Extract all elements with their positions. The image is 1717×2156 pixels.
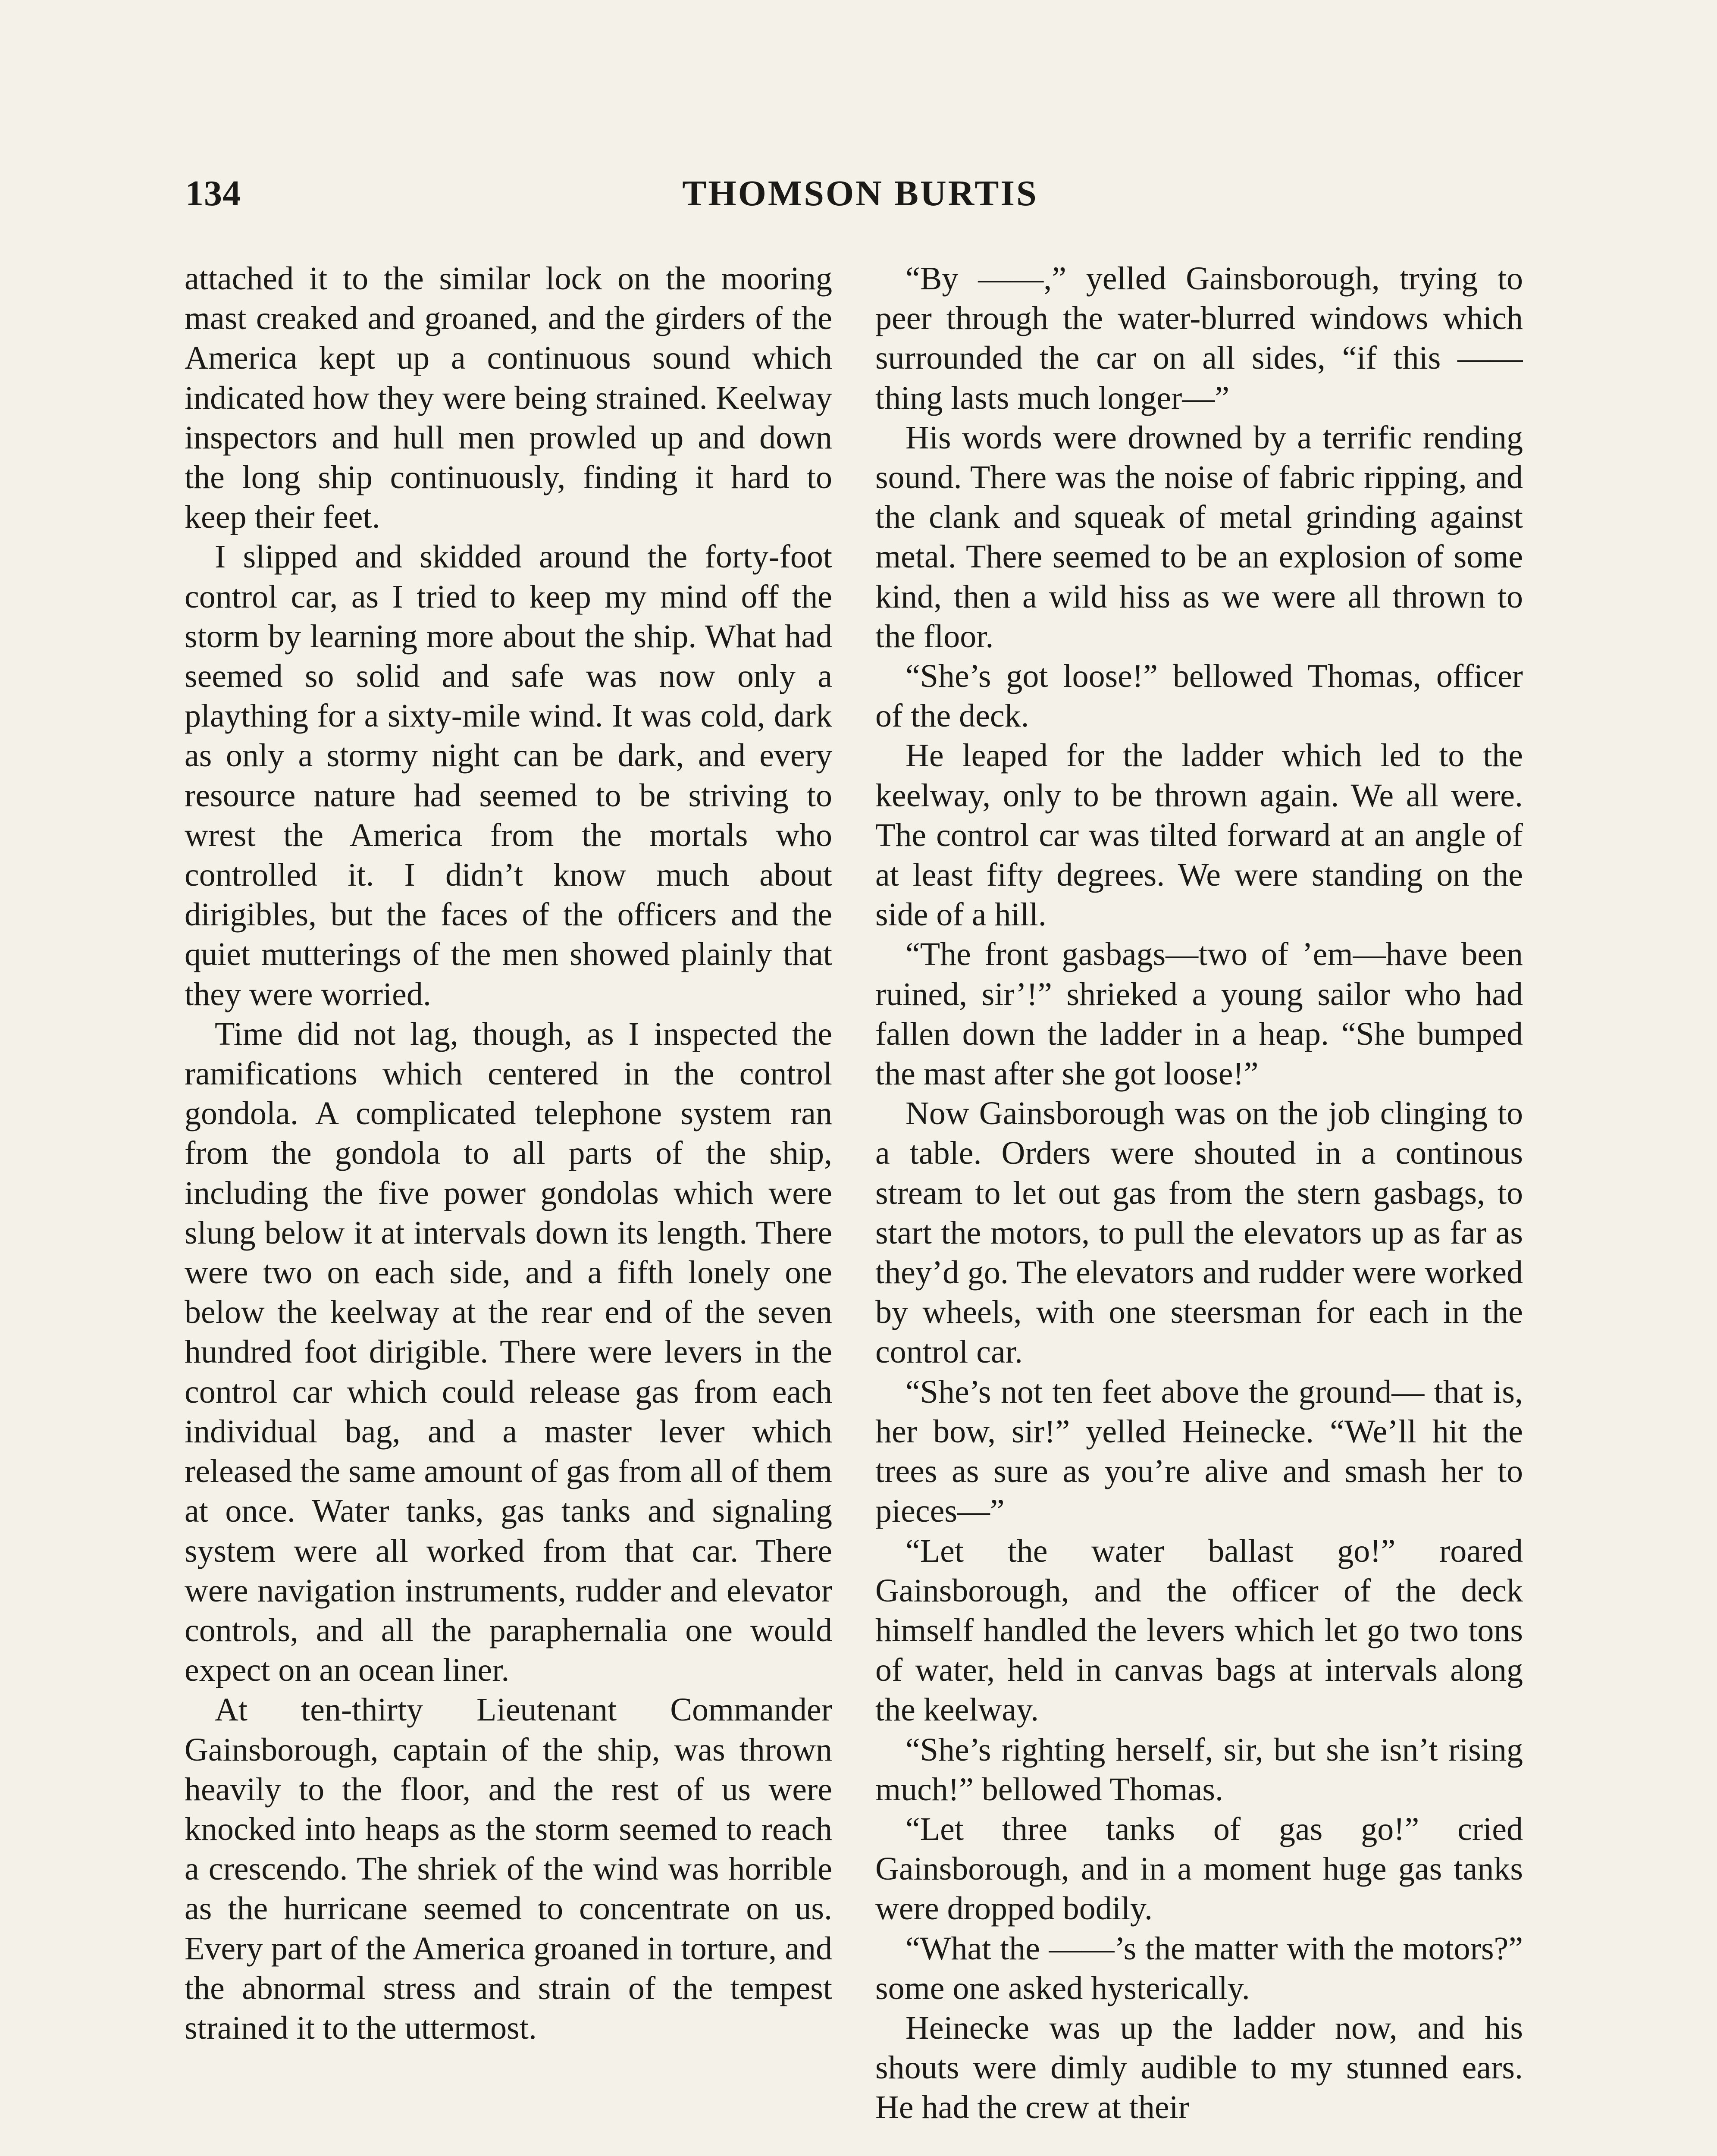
left-column xyxy=(185,259,832,2156)
paragraph: I slipped and skidded around the forty-foot control car, as I tried to keep my mind off the storm by learning more about the ship. What had seemed so solid and safe was now only a plaything for a sixty-mile wind. It was cold, dark as only a stormy night can be dark, and every resource nature had seemed to be striving to wrest the America from the mortals who controlled it. I didn’t know much about dirigibles, but the faces of the officers and the quiet mutterings of the men showed plainly that they were worried. xyxy=(185,539,832,1012)
paragraph: Heinecke was up the ladder now, and his shouts were dimly audible to my stunned ears. He had the crew at their xyxy=(875,2009,1523,2126)
page-header xyxy=(185,172,1535,233)
paragraph: “She’s got loose!” bellowed Thomas, officer of the deck. xyxy=(875,658,1523,734)
right-column xyxy=(875,259,1523,2156)
running-head: THOMSON BURTIS xyxy=(682,173,1038,213)
paragraph: At ten-thirty Lieutenant Commander Gainsborough, captain of the ship, was thrown heavily to the floor, and the rest of us were knocked into heaps as the storm seemed to reach a crescendo. The shriek of the wind was horrible as the hurricane seemed to concentrate on us. Every part of the America groaned in torture, and the abnormal stress and strain of the tempest strained it to the uttermost. xyxy=(185,1692,832,2046)
paragraph: Now Gainsborough was on the job clinging to a table. Orders were shouted in a continous stream to let out gas from the stern gasbags, to start the motors, to pull the elevators up as far as they’d go. The elevators and rudder were worked by wheels, with one steersman for each in the control car. xyxy=(875,1095,1523,1370)
paragraph: “Let three tanks of gas go!” cried Gainsborough, and in a moment huge gas tanks were dropped bodily. xyxy=(875,1811,1523,1927)
paragraph: “She’s righting herself, sir, but she isn’t rising much!” bellowed Thomas. xyxy=(875,1731,1523,1808)
page-number: 134 xyxy=(185,173,241,213)
paragraph: Time did not lag, though, as I inspected the ramifications which centered in the control gondola. A complicated telephone system ran from the gondola to all parts of the ship, including the five power gondolas which were slung below it at intervals down its length. There were two on each side, and a fifth lonely one below the keelway at the rear end of the seven hundred foot dirigible. There were levers in the control car which could release gas from each individual bag, and a master lever which released the same amount of gas from all of them at once. Water tanks, gas tanks and signaling system were all worked from that car. There were navigation instruments, rudder and elevator controls, and all the paraphernalia one would expect on an ocean liner. xyxy=(185,1015,832,1689)
paragraph: “She’s not ten feet above the ground— that is, her bow, sir!” yelled Heinecke. “We’ll hit the trees as sure as you’re alive and smash her to pieces—” xyxy=(875,1373,1523,1529)
paragraph: His words were drowned by a terrific rending sound. There was the noise of fabric ripping, and the clank and squeak of metal grinding against metal. There seemed to be an explosion of some kind, then a wild hiss as we were all thrown to the floor. xyxy=(875,419,1523,655)
paragraph: attached it to the similar lock on the mooring mast creaked and groaned, and the girders of the America kept up a continuous sound which indicated how they were being strained. Keelway inspectors and hull men prowled up and down the long ship continuously, finding it hard to keep their feet. xyxy=(185,260,832,536)
paragraph: “Let the water ballast go!” roared Gainsborough, and the officer of the deck himself handled the levers which let go two tons of water, held in canvas bags at intervals along the keelway. xyxy=(875,1532,1523,1728)
paragraph: “By ——,” yelled Gainsborough, trying to peer through the water-blurred windows which surrounded the car on all sides, “if this —— thing lasts much longer—” xyxy=(875,260,1523,416)
paragraph: “The front gasbags—two of ’em—have been ruined, sir’!” shrieked a young sailor who had fallen down the ladder in a heap. “She bumped the mast after she got loose!” xyxy=(875,936,1523,1092)
paragraph: “What the ——’s the matter with the motors?” some one asked hysterically. xyxy=(875,1930,1523,2006)
paragraph: He leaped for the ladder which led to the keelway, only to be thrown again. We all were. The control car was tilted forward at an angle of at least fifty degrees. We were standing on the side of a hill. xyxy=(875,737,1523,933)
